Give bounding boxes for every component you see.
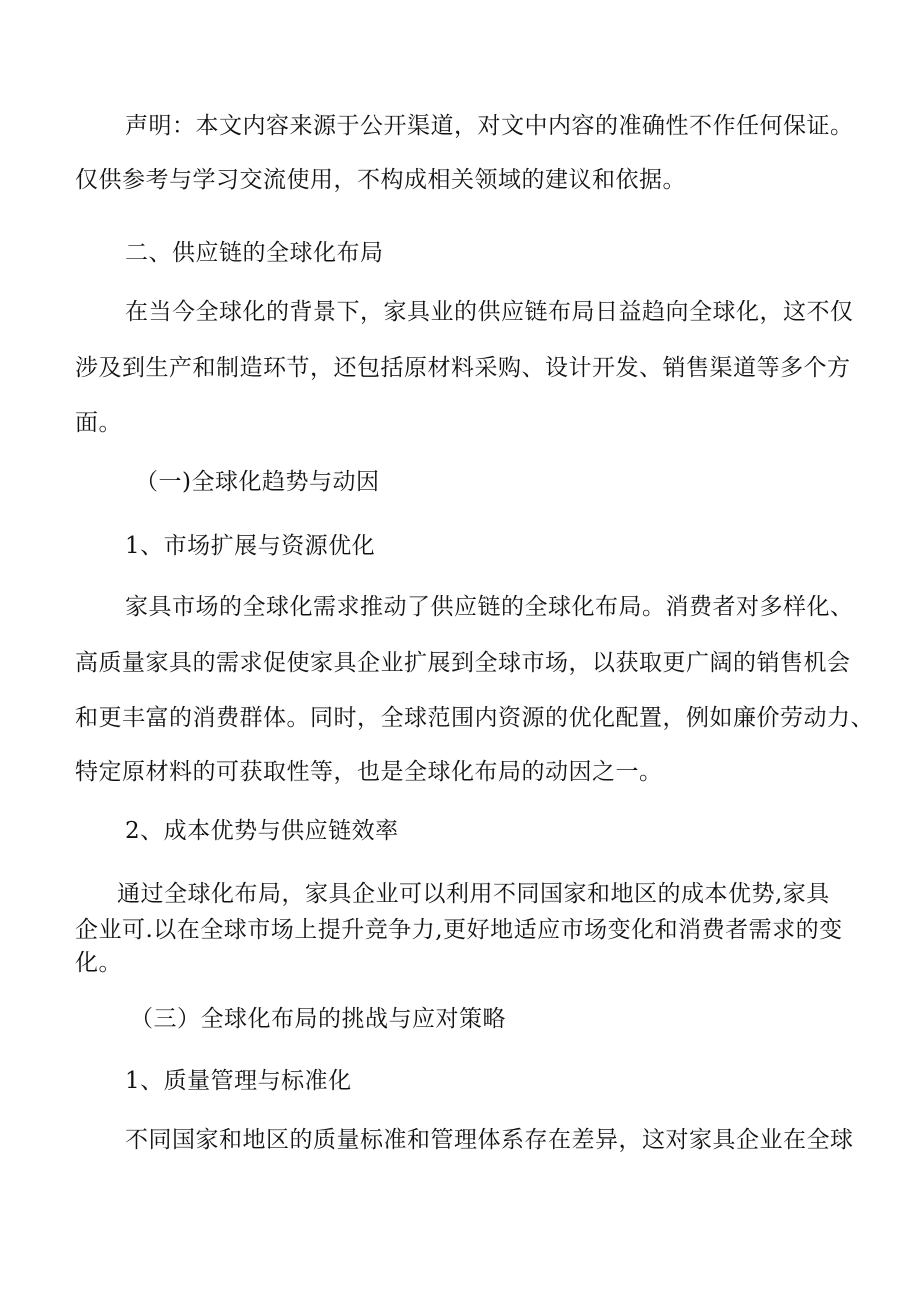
paragraph-4-line-1: 不同国家和地区的质量标准和管理体系存在差异，这对家具企业在全球 — [125, 1127, 854, 1153]
item-heading-3: 1、质量管理与标准化 — [125, 1068, 352, 1094]
paragraph-1-line-3: 面。 — [75, 410, 122, 436]
paragraph-1-line-2: 涉及到生产和制造环节，还包括原材料采购、设计开发、销售渠道等多个方 — [75, 355, 851, 381]
paragraph-2-line-3: 和更丰富的消费群体。同时，全球范围内资源的优化配置，例如廉价劳动力、 — [75, 705, 874, 731]
section-heading: 二、供应链的全球化布局 — [125, 240, 384, 266]
paragraph-3-line-2: 企业可.以在全球市场上提升竞争力,更好地适应市场变化和消费者需求的变 — [75, 917, 843, 943]
disclaimer-line-2: 仅供参考与学习交流使用，不构成相关领域的建议和依据。 — [75, 167, 686, 193]
item-heading-2: 2、成本优势与供应链效率 — [125, 818, 399, 844]
paragraph-2-line-4: 特定原材料的可获取性等，也是全球化布局的动因之一。 — [75, 759, 663, 785]
paragraph-2-line-2: 高质量家具的需求促使家具企业扩展到全球市场，以获取更广阔的销售机会 — [75, 650, 851, 676]
subsection-heading-3: （三）全球化布局的挑战与应对策略 — [130, 1006, 506, 1032]
paragraph-3-line-1: 通过全球化布局，家具企业可以利用不同国家和地区的成本优势,家具 — [117, 881, 830, 907]
item-heading-1: 1、市场扩展与资源优化 — [125, 533, 376, 559]
subsection-heading-1: （一)全球化趋势与动因 — [135, 469, 380, 495]
paragraph-1-line-1: 在当今全球化的背景下，家具业的供应链布局日益趋向全球化，这不仅 — [125, 299, 854, 325]
paragraph-2-line-1: 家具市场的全球化需求推动了供应链的全球化布局。消费者对多样化、 — [125, 594, 854, 620]
disclaimer-line-1: 声明：本文内容来源于公开渠道，对文中内容的准确性不作任何保证。 — [125, 113, 854, 139]
paragraph-3-line-3: 化。 — [75, 950, 122, 976]
